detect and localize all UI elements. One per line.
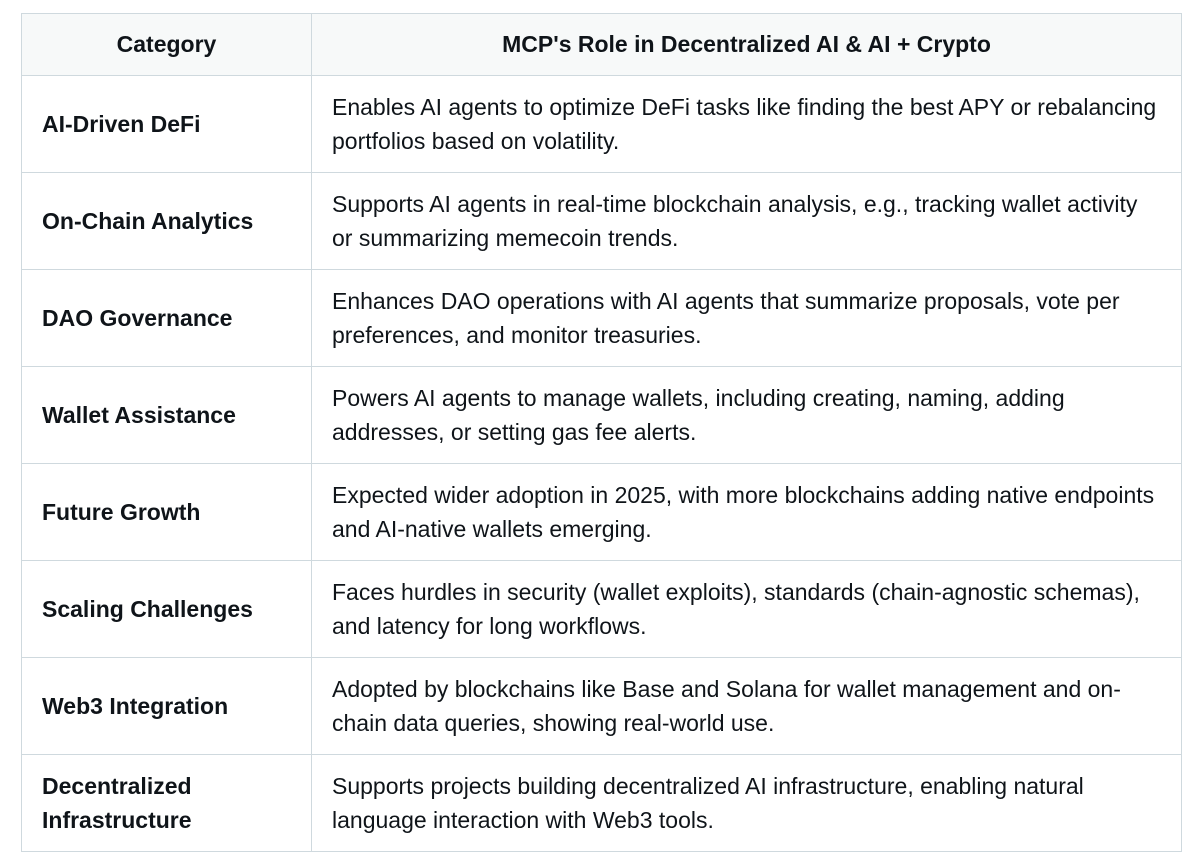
table-header	[22, 14, 1182, 76]
row-category: Scaling Challenges	[22, 561, 312, 658]
row-role: Supports AI agents in real-time blockchain analysis, e.g., tracking wallet activity or summarizing memecoin trends.	[312, 173, 1182, 270]
row-role: Powers AI agents to manage wallets, including creating, naming, adding addresses, or setting gas fee alerts.	[312, 367, 1182, 464]
table-row	[22, 658, 1182, 755]
row-category: Wallet Assistance	[22, 367, 312, 464]
header-role: MCP's Role in Decentralized AI & AI + Crypto	[312, 14, 1182, 76]
table-row	[22, 367, 1182, 464]
table-row	[22, 561, 1182, 658]
row-category: Decentralized Infrastructure	[22, 755, 312, 852]
row-category: AI-Driven DeFi	[22, 76, 312, 173]
row-role: Enhances DAO operations with AI agents that summarize proposals, vote per preferences, and monitor treasuries.	[312, 270, 1182, 367]
row-role: Faces hurdles in security (wallet exploits), standards (chain-agnostic schemas), and latency for long workflows.	[312, 561, 1182, 658]
table-row	[22, 76, 1182, 173]
row-role: Expected wider adoption in 2025, with more blockchains adding native endpoints and AI-native wallets emerging.	[312, 464, 1182, 561]
table-row	[22, 755, 1182, 852]
table-row	[22, 173, 1182, 270]
row-role: Adopted by blockchains like Base and Solana for wallet management and on-chain data queries, showing real-world use.	[312, 658, 1182, 755]
mcp-role-table	[21, 13, 1182, 852]
table-row	[22, 464, 1182, 561]
row-category: Future Growth	[22, 464, 312, 561]
row-category: On-Chain Analytics	[22, 173, 312, 270]
row-category: Web3 Integration	[22, 658, 312, 755]
mcp-role-table-container	[21, 13, 1181, 852]
table-row	[22, 270, 1182, 367]
row-category: DAO Governance	[22, 270, 312, 367]
table-body	[22, 76, 1182, 852]
row-role: Enables AI agents to optimize DeFi tasks like finding the best APY or rebalancing portfolios based on volatility.	[312, 76, 1182, 173]
header-row	[22, 14, 1182, 76]
row-role: Supports projects building decentralized AI infrastructure, enabling natural language interaction with Web3 tools.	[312, 755, 1182, 852]
header-category: Category	[22, 14, 312, 76]
